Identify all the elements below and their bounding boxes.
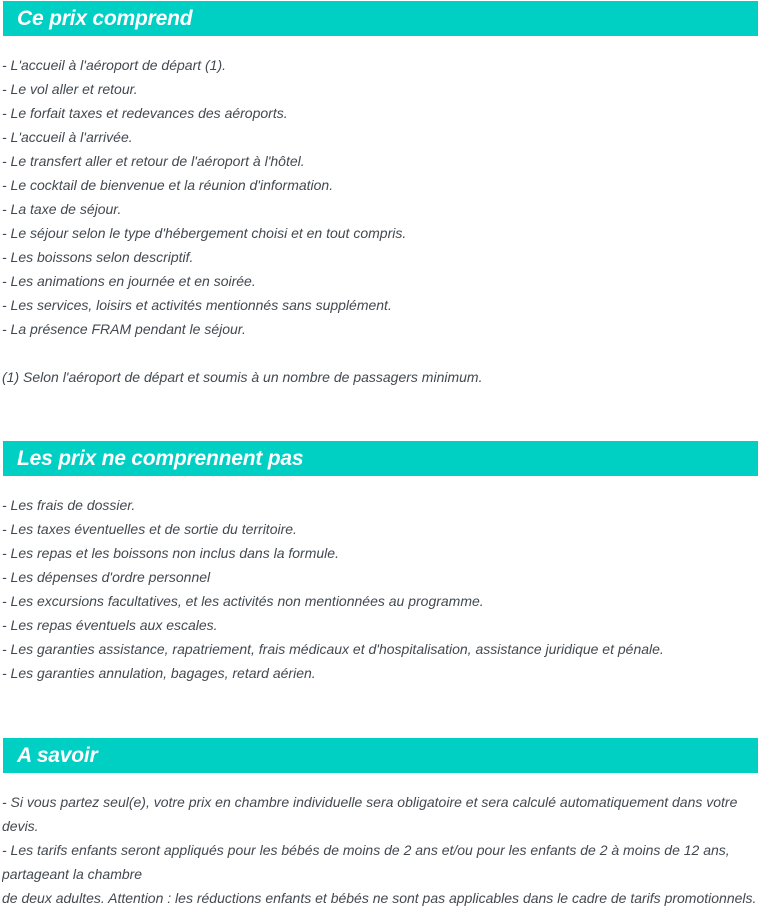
good-to-know-text	[0, 790, 758, 910]
good-to-know-header-bar	[3, 738, 758, 773]
list-item: - La présence FRAM pendant le séjour.	[2, 321, 246, 337]
list-item: - Les dépenses d'ordre personnel	[2, 569, 211, 585]
list-item: - La taxe de séjour.	[2, 201, 122, 217]
list-item: devis.	[2, 818, 39, 834]
list-item: - Les garanties assistance, rapatriement, frais médicaux et d'hospitalisation, assistance juridique et pénale.	[2, 641, 664, 657]
price-includes-list	[0, 53, 758, 341]
price-includes-footnote: (1) Selon l'aéroport de départ et soumis à un nombre de passagers minimum.	[2, 369, 483, 385]
good-to-know-section	[0, 737, 758, 910]
list-item: - Le cocktail de bienvenue et la réunion d'information.	[2, 177, 334, 193]
list-item: - Si vous partez seul(e), votre prix en chambre individuelle sera obligatoire et sera calculé automatiquement dans votre	[2, 794, 738, 810]
price-excludes-title: Les prix ne comprennent pas	[17, 446, 304, 470]
list-item: - Les repas et les boissons non inclus dans la formule.	[2, 545, 339, 561]
price-includes-title: Ce prix comprend	[17, 6, 193, 30]
price-excludes-list	[0, 493, 758, 685]
list-item: - Les frais de dossier.	[2, 497, 136, 513]
price-excludes-header-bar	[3, 441, 758, 476]
price-includes-section	[0, 0, 758, 440]
list-item: - L'accueil à l'aéroport de départ (1).	[2, 57, 227, 73]
list-item: partageant la chambre	[2, 866, 143, 882]
list-item: - Les tarifs enfants seront appliqués pour les bébés de moins de 2 ans et/ou pour les enfants de 2 à moins de 12 ans,	[2, 842, 730, 858]
list-item: - Les repas éventuels aux escales.	[2, 617, 218, 633]
list-item: - Les taxes éventuelles et de sortie du territoire.	[2, 521, 297, 537]
list-item: - Les animations en journée et en soirée.	[2, 273, 256, 289]
list-item: - Le transfert aller et retour de l'aéroport à l'hôtel.	[2, 153, 305, 169]
list-item: - Les services, loisirs et activités mentionnés sans supplément.	[2, 297, 392, 313]
price-excludes-section	[0, 440, 758, 737]
price-includes-header-bar	[3, 1, 758, 36]
list-item: - Les garanties annulation, bagages, retard aérien.	[2, 665, 316, 681]
list-item: - Le vol aller et retour.	[2, 81, 138, 97]
list-item: - L'accueil à l'arrivée.	[2, 129, 133, 145]
list-item: - Les excursions facultatives, et les activités non mentionnées au programme.	[2, 593, 484, 609]
list-item: de deux adultes. Attention : les réductions enfants et bébés ne sont pas applicables dans le cadre de tarifs promotionnels.	[2, 890, 757, 906]
list-item: - Le forfait taxes et redevances des aéroports.	[2, 105, 288, 121]
good-to-know-title: A savoir	[17, 743, 98, 767]
list-item: - Les boissons selon descriptif.	[2, 249, 194, 265]
list-item: - Le séjour selon le type d'hébergement choisi et en tout compris.	[2, 225, 407, 241]
